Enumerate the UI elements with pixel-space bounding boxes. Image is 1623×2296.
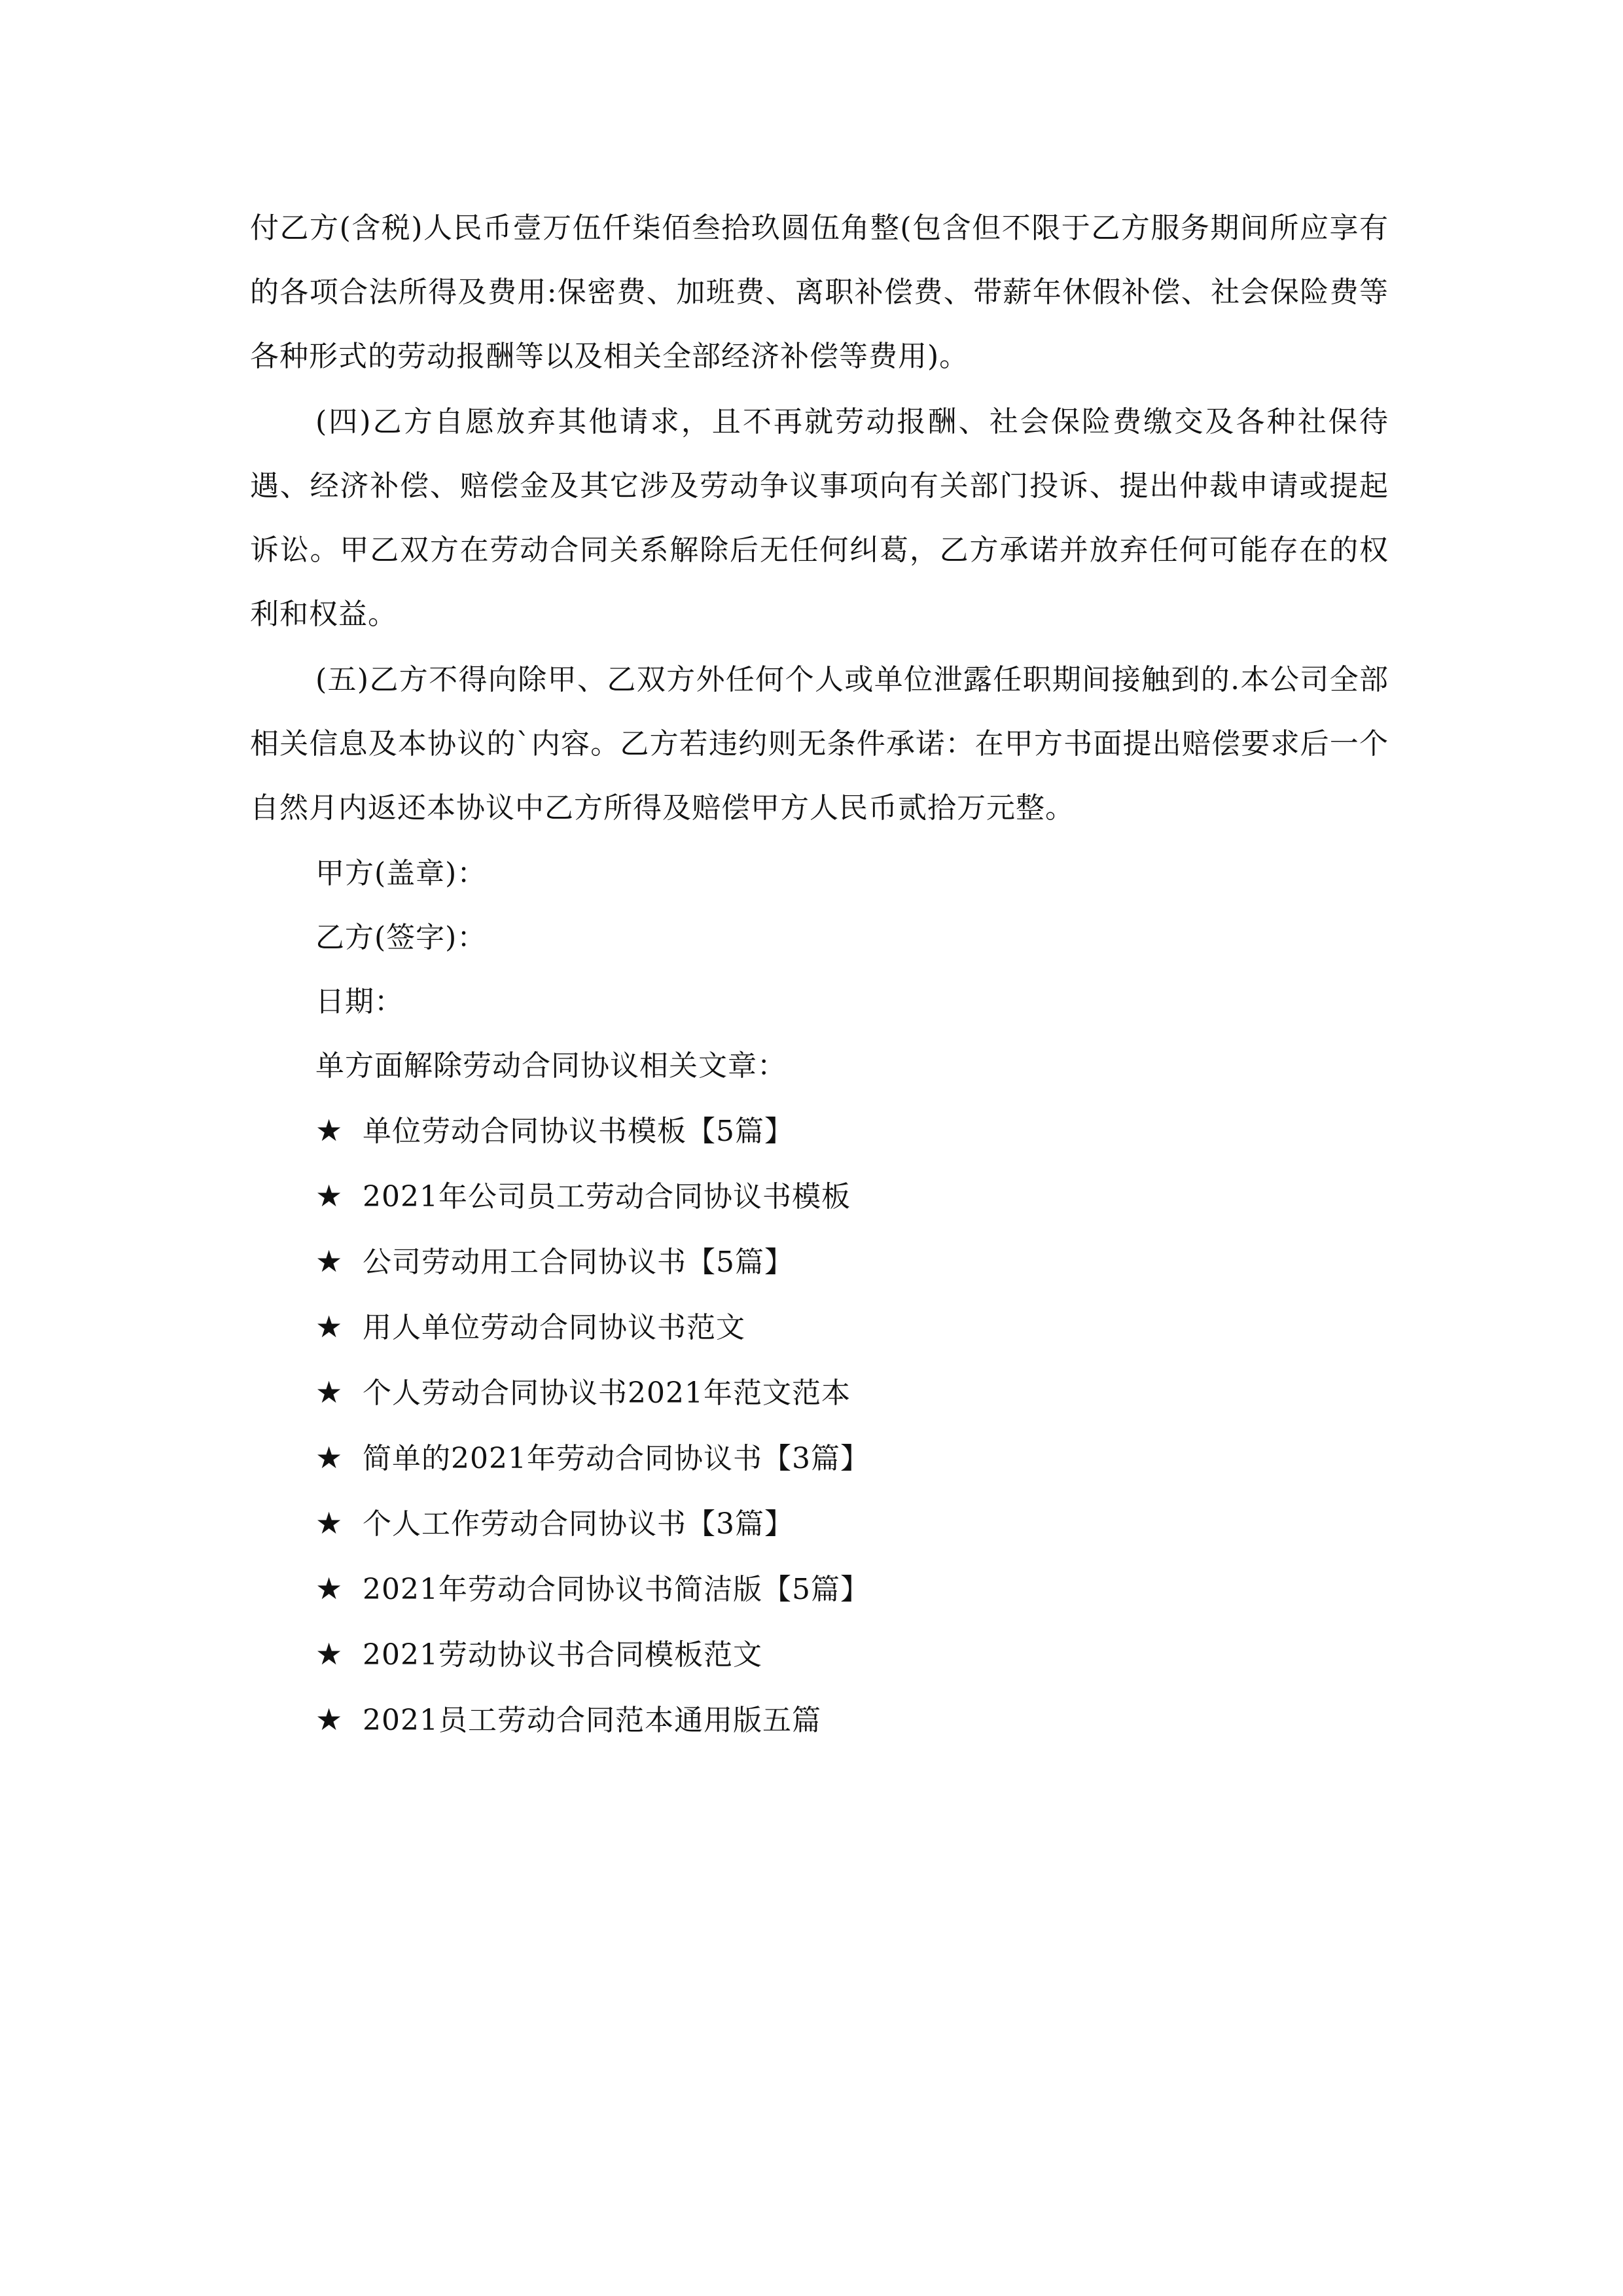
related-article-item[interactable] <box>250 1098 1389 1164</box>
related-articles-heading: 单方面解除劳动合同协议相关文章： <box>315 1049 787 1083</box>
star-icon: ★ <box>315 1702 344 1737</box>
related-article-link[interactable]: 个人劳动合同协议书2021年范文范本 <box>363 1376 851 1410</box>
related-article-item[interactable] <box>250 1491 1389 1556</box>
paragraph-payment: 付乙方(含税)人民币壹万伍仟柒佰叁拾玖圆伍角整(包含但不限于乙方服务期间所应享有的各项合法所得及费用:保密费、加班费、离职补偿费、带薪年休假补偿、社会保险费等各种形式的劳动报酬等以及相关全部经济补偿等费用)。 <box>250 211 1389 373</box>
related-articles-list <box>250 1098 1389 1753</box>
related-article-item[interactable] <box>250 1687 1389 1753</box>
star-icon: ★ <box>315 1309 344 1344</box>
related-article-link[interactable]: 简单的2021年劳动合同协议书【3篇】 <box>363 1442 870 1475</box>
related-article-item[interactable] <box>250 1295 1389 1360</box>
related-article-link[interactable]: 公司劳动用工合同协议书【5篇】 <box>363 1246 794 1279</box>
star-icon: ★ <box>315 1374 344 1410</box>
related-article-link[interactable]: 单位劳动合同协议书模板【5篇】 <box>363 1115 794 1148</box>
star-icon: ★ <box>315 1440 344 1475</box>
document-page <box>250 196 1389 1753</box>
signature-party-b: 乙方(签字)： <box>315 921 487 954</box>
related-article-link[interactable]: 2021年劳动合同协议书简洁版【5篇】 <box>363 1573 870 1606</box>
star-icon: ★ <box>315 1505 344 1541</box>
related-article-item[interactable] <box>250 1229 1389 1295</box>
related-article-link[interactable]: 2021年公司员工劳动合同协议书模板 <box>363 1180 851 1213</box>
related-article-link[interactable]: 2021员工劳动合同范本通用版五篇 <box>363 1704 821 1737</box>
star-icon: ★ <box>315 1636 344 1672</box>
star-icon: ★ <box>315 1113 344 1148</box>
related-article-item[interactable] <box>250 1622 1389 1687</box>
paragraph-clause-5: (五)乙方不得向除甲、乙双方外任何个人或单位泄露任职期间接触到的.本公司全部相关信息及本协议的`内容。乙方若违约则无条件承诺：在甲方书面提出赔偿要求后一个自然月内返还本协议中乙方所得及赔偿甲方人民币贰拾万元整。 <box>250 663 1389 825</box>
related-article-link[interactable]: 2021劳动协议书合同模板范文 <box>363 1638 762 1672</box>
related-article-item[interactable] <box>250 1556 1389 1622</box>
related-article-item[interactable] <box>250 1426 1389 1491</box>
related-article-item[interactable] <box>250 1360 1389 1426</box>
related-article-link[interactable]: 个人工作劳动合同协议书【3篇】 <box>363 1507 794 1541</box>
paragraph-clause-4: (四)乙方自愿放弃其他请求，且不再就劳动报酬、社会保险费缴交及各种社保待遇、经济补偿、赔偿金及其它涉及劳动争议事项向有关部门投诉、提出仲裁申请或提起诉讼。甲乙双方在劳动合同关系解除后无任何纠葛，乙方承诺并放弃任何可能存在的权利和权益。 <box>250 405 1389 631</box>
star-icon: ★ <box>315 1244 344 1279</box>
related-article-item[interactable] <box>250 1164 1389 1229</box>
signature-date: 日期： <box>315 985 404 1018</box>
star-icon: ★ <box>315 1571 344 1606</box>
related-article-link[interactable]: 用人单位劳动合同协议书范文 <box>363 1311 745 1344</box>
signature-party-a: 甲方(盖章)： <box>315 857 487 890</box>
star-icon: ★ <box>315 1178 344 1213</box>
